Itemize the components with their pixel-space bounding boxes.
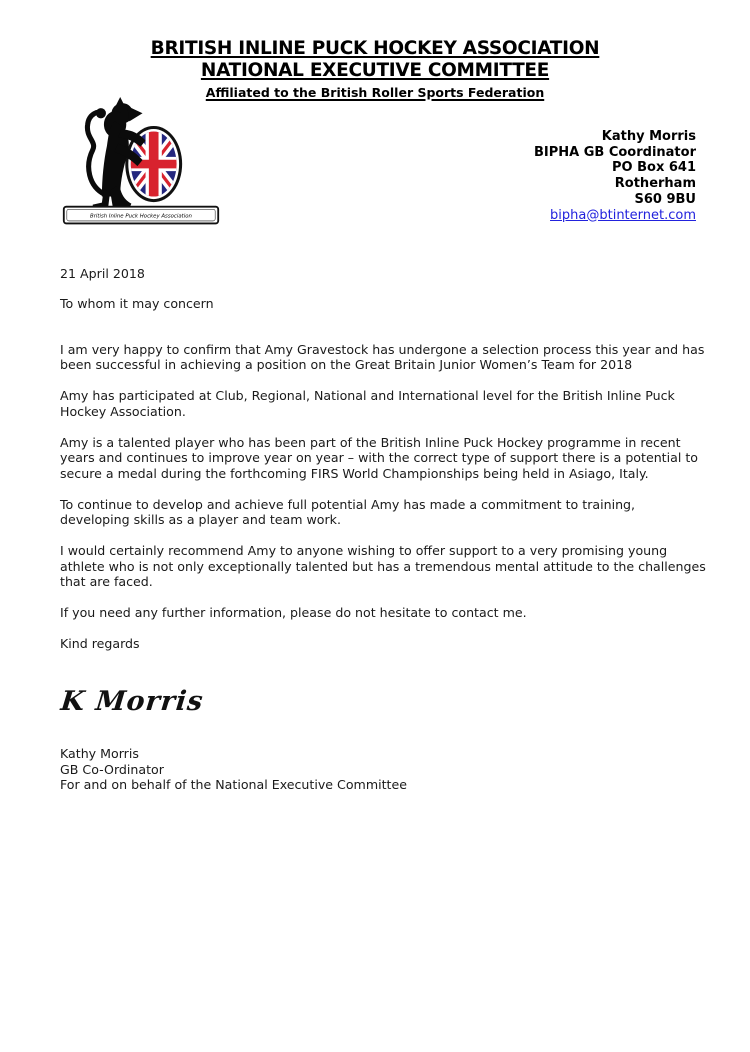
affiliation-text: Affiliated to the British Roller Sports Federation bbox=[205, 85, 545, 100]
paragraph-5: I would certainly recommend Amy to anyone wishing to offer support to a very promising young athlete who is not only exceptionally talented but has a tremendous mental attitude to the challenges that are faced. bbox=[60, 543, 706, 589]
bipha-logo-graphic bbox=[62, 97, 220, 225]
logo-banner bbox=[64, 207, 218, 224]
letter-date: 21 April 2018 bbox=[60, 266, 145, 281]
email-link[interactable]: bipha@btinternet.com bbox=[550, 207, 696, 223]
bipha-logo bbox=[62, 97, 220, 225]
logo-banner-text: British Inline Puck Hockey Association bbox=[90, 213, 192, 220]
letterhead bbox=[0, 38, 750, 101]
contact-address-line1: PO Box 641 bbox=[612, 160, 696, 176]
contact-block bbox=[534, 129, 696, 223]
signoff-role: GB Co-Ordinator bbox=[60, 761, 164, 777]
letter-body bbox=[60, 266, 708, 793]
salutation: To whom it may concern bbox=[60, 296, 214, 311]
paragraph-4: To continue to develop and achieve full potential Amy has made a commitment to training, developing skills as a player and team work. bbox=[60, 496, 636, 527]
contact-address-line2: Rotherham bbox=[614, 176, 696, 192]
committee-title-text: NATIONAL EXECUTIVE COMMITTEE bbox=[200, 60, 550, 81]
paragraph-3: Amy is a talented player who has been part of the British Inline Puck Hockey programme in recent years and continues to improve year on year – with the correct type of support there is a potential to secure a medal during the forthcoming FIRS World Championships being held in Asiago, Italy. bbox=[60, 434, 698, 481]
signoff-block bbox=[60, 746, 708, 793]
closing: Kind regards bbox=[60, 636, 140, 651]
signoff-name: Kathy Morris bbox=[60, 746, 139, 761]
contact-role: BIPHA GB Coordinator bbox=[533, 144, 696, 160]
handwritten-signature: K Morris bbox=[59, 685, 206, 717]
paragraph-2: Amy has participated at Club, Regional, National and International level for the British Inline Puck Hockey Association. bbox=[60, 388, 675, 419]
org-title bbox=[0, 38, 750, 60]
paragraph-1: I am very happy to confirm that Amy Gravestock has undergone a selection process this year and has been successful in achieving a position on the Great Britain Junior Women’s Team for 2018 bbox=[60, 341, 705, 372]
contact-postcode: S60 9BU bbox=[634, 191, 696, 207]
contact-name: Kathy Morris bbox=[601, 129, 696, 144]
org-title-text: BRITISH INLINE PUCK HOCKEY ASSOCIATION bbox=[150, 38, 600, 59]
committee-title bbox=[0, 60, 750, 82]
paragraph-6: If you need any further information, please do not hesitate to contact me. bbox=[60, 605, 527, 620]
signoff-behalf: For and on behalf of the National Executive Committee bbox=[60, 777, 407, 793]
